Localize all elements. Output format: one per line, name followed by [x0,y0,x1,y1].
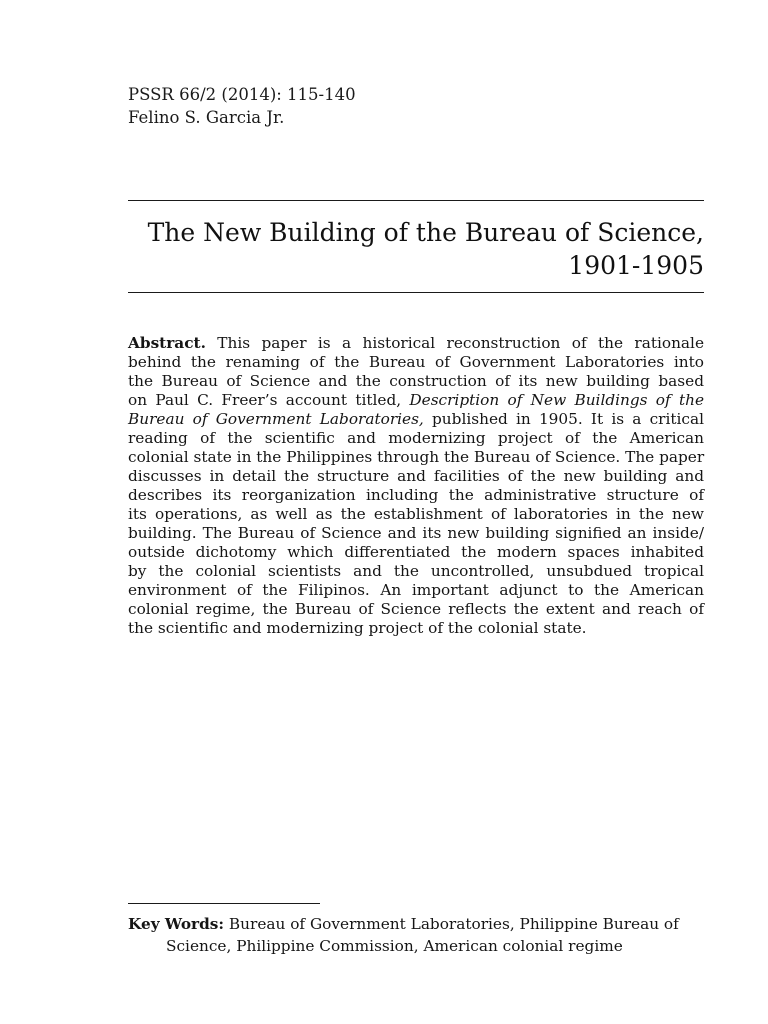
abstract-line: behind the renaming of the Bureau of Government Laboratories into [128,353,704,371]
abstract-line: describes its reorganization including the administrative structure of [128,486,704,504]
title-line-2: 1901-1905 [568,251,704,280]
abstract-line: outside dichotomy which differentiated the modern spaces inhabited [128,543,704,561]
abstract-line: the Bureau of Science and the construction of its new building based [128,372,704,390]
abstract-label: Abstract. [128,334,206,352]
abstract-line: environment of the Filipinos. An important adjunct to the American [128,581,704,599]
title-line-1: The New Building of the Bureau of Science, [147,218,704,247]
abstract-line: colonial regime, the Bureau of Science reflects the extent and reach of [128,600,704,618]
abstract-line: its operations, as well as the establishment of laboratories in the new [128,505,704,523]
abstract-line: building. The Bureau of Science and its new building signified an inside/ [128,524,704,542]
footnote-rule [128,903,320,904]
abstract-line: by the colonial scientists and the uncontrolled, unsubdued tropical [128,562,704,580]
article-header [128,83,356,129]
citation: PSSR 66/2 (2014): 115-140 [128,85,356,104]
keywords-label: Key Words: [128,915,225,933]
title-bottom-rule [128,292,704,293]
abstract-line: Bureau of Government Laboratories, published in 1905. It is a critical [128,410,704,428]
abstract-line: colonial state in the Philippines through the Bureau of Science. The paper [128,448,705,466]
title-top-rule [128,200,704,201]
keywords-line: Science, Philippine Commission, American colonial regime [166,937,623,955]
cited-work-title: Description of New Buildings of the [409,391,704,409]
article-title [128,216,704,282]
keywords [128,913,706,957]
abstract-line: reading of the scientific and modernizing project of the American [128,429,704,447]
abstract-line: discusses in detail the structure and facilities of the new building and [128,467,704,485]
keywords-line: Key Words: Bureau of Government Laboratories, Philippine Bureau of [128,915,679,933]
abstract [128,334,704,638]
author-name: Felino S. Garcia Jr. [128,108,285,127]
abstract-line: the scientific and modernizing project of the colonial state. [128,619,587,637]
cited-work-title-cont: Bureau of Government Laboratories, [128,410,424,428]
abstract-line: on Paul C. Freer’s account titled, Description of New Buildings of the [128,391,704,409]
abstract-line: Abstract. This paper is a historical reconstruction of the rationale [128,334,704,352]
